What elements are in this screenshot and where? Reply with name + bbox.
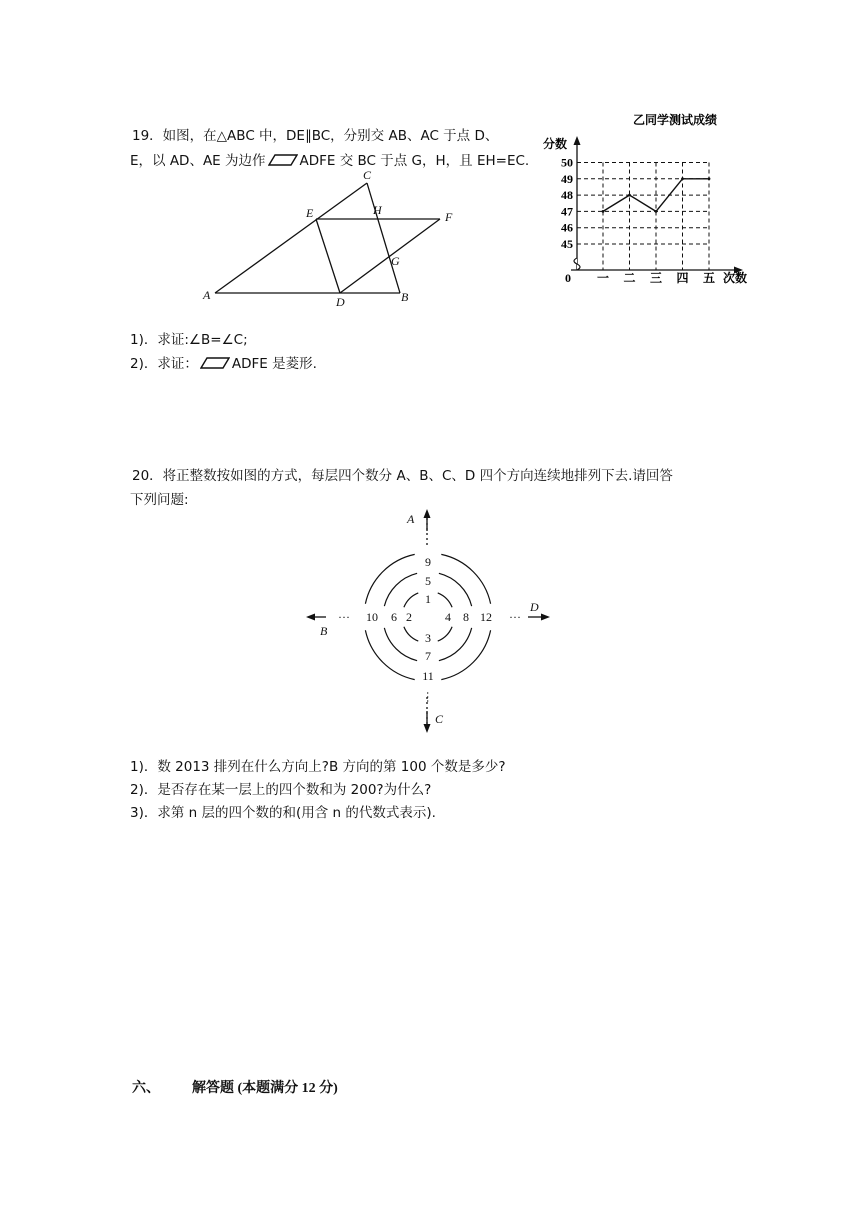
section-6-number: 六、	[132, 1081, 160, 1096]
x-tick-label: 四	[676, 271, 689, 285]
label-B: B	[401, 290, 409, 304]
ring-arc	[365, 630, 414, 679]
num-4: 4	[445, 610, 451, 624]
section-6-title: 解答题 (本题满分 12 分)	[192, 1081, 338, 1096]
ring-arc	[404, 627, 418, 641]
side-AC	[215, 183, 367, 293]
chart-title: 乙同学测试成绩	[632, 113, 718, 127]
arrow-up-icon	[424, 509, 431, 518]
label-F: F	[445, 210, 453, 224]
num-11: 11	[422, 669, 434, 683]
y-tick-label: 45	[561, 237, 573, 251]
data-point	[681, 177, 684, 180]
q19-line2-start: E，以 AD、AE 为边作	[130, 153, 266, 169]
q20-sub1: 1)．数 2013 排列在什么方向上?B 方向的第 100 个数是多少?	[130, 759, 506, 775]
data-point	[708, 177, 711, 180]
arrow-left-icon	[306, 614, 315, 621]
arrow-down-icon	[424, 724, 431, 733]
dir-C: C	[435, 712, 444, 726]
data-point	[628, 194, 631, 197]
x-tick-label: 三	[649, 271, 663, 285]
dots-B: ···	[338, 610, 350, 624]
q19-sub2	[130, 354, 317, 374]
y-axis-arrow-icon	[574, 136, 581, 145]
num-2: 2	[406, 610, 412, 624]
num-6: 6	[391, 610, 397, 624]
label-C: C	[363, 168, 372, 182]
label-E: E	[306, 206, 314, 220]
dots-C: ···	[421, 691, 435, 703]
num-1: 1	[425, 592, 431, 606]
ring-arc	[404, 593, 418, 607]
num-3: 3	[425, 631, 431, 645]
arrow-right-icon	[541, 614, 550, 621]
q20-line2: 下列问题:	[130, 492, 189, 508]
q19-sub1: 1)．求证:∠B=∠C;	[130, 332, 248, 348]
x-tick-label: 五	[702, 271, 716, 285]
score-line-chart	[535, 108, 765, 293]
axis-break-icon	[574, 258, 580, 270]
ring-arc	[439, 628, 472, 661]
ring-arc	[438, 593, 452, 607]
q19-sub2-start: 2)．求证：	[130, 356, 198, 372]
q20-sub3: 3)．求第 n 层的四个数的和(用含 n 的代数式表示).	[130, 805, 436, 821]
data-point	[655, 210, 658, 213]
label-G: G	[391, 254, 400, 268]
label-D: D	[336, 295, 345, 309]
ring-arc	[439, 573, 472, 606]
chart-xlabel: 次数	[723, 271, 748, 285]
num-9: 9	[425, 555, 431, 569]
ring-arc	[441, 554, 490, 603]
data-point	[602, 210, 605, 213]
dir-A: A	[407, 512, 415, 526]
num-5: 5	[425, 574, 431, 588]
side-CB	[367, 183, 400, 293]
spiral-number-figure	[300, 505, 560, 735]
y-tick-label: 47	[561, 204, 573, 219]
dots-D: ···	[509, 610, 521, 624]
q19-line2-end: ADFE 交 BC 于点 G，H，且 EH=EC.	[299, 153, 530, 169]
ring-arc	[438, 627, 452, 641]
label-H: H	[373, 203, 382, 217]
y-tick-label: 50	[561, 155, 573, 170]
ring-arc	[384, 573, 417, 606]
y-tick-label: 46	[561, 220, 573, 235]
segment-ED	[316, 219, 340, 293]
ring-arc	[441, 630, 490, 679]
y-tick-label: 48	[561, 188, 573, 203]
label-A: A	[203, 288, 211, 302]
q19-sub2-end: ADFE 是菱形.	[231, 356, 317, 372]
num-10: 10	[366, 610, 378, 624]
parallelogram-icon	[200, 357, 230, 369]
q19-line1: 19．如图，在△ABC 中，DE∥BC，分别交 AB、AC 于点 D、	[132, 128, 499, 144]
q20-sub2: 2)．是否存在某一层上的四个数和为 200?为什么?	[130, 782, 432, 798]
chart-ylabel: 分数	[543, 137, 568, 151]
num-7: 7	[425, 649, 431, 663]
dir-B: B	[320, 624, 328, 638]
triangle-figure	[195, 165, 465, 310]
num-12: 12	[480, 610, 492, 624]
dir-D: D	[530, 600, 539, 614]
x-tick-label: 一	[596, 271, 610, 285]
chart-origin: 0	[565, 271, 571, 285]
segment-DF	[340, 219, 440, 293]
q20-line1: 20．将正整数按如图的方式，每层四个数分 A、B、C、D 四个方向连续地排列下去.请回答	[132, 468, 673, 484]
ring-arc	[384, 628, 417, 661]
ring-arc	[365, 554, 414, 603]
x-tick-label: 二	[623, 271, 636, 285]
num-8: 8	[463, 610, 469, 624]
y-tick-label: 49	[561, 171, 573, 186]
